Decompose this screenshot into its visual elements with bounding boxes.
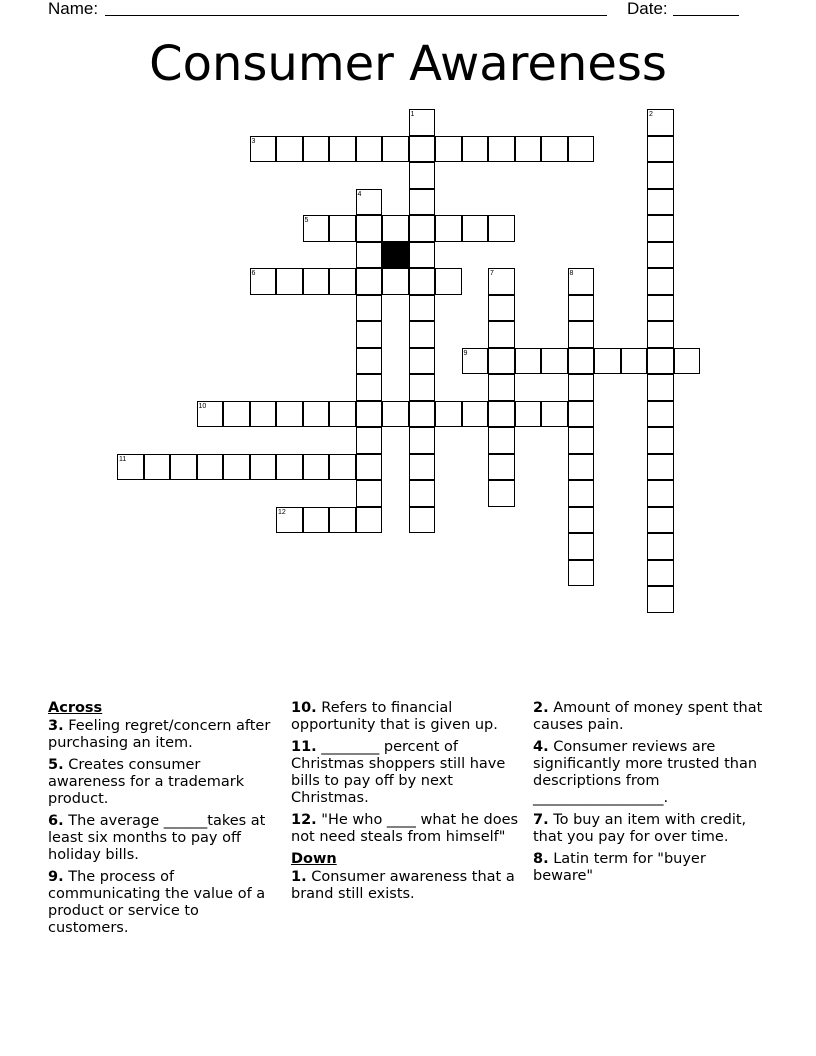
crossword-cell[interactable] (541, 136, 568, 163)
crossword-cell[interactable] (568, 374, 595, 401)
crossword-cell[interactable] (462, 401, 489, 428)
clue-number: 6. (48, 813, 64, 829)
clue-across-9 (48, 869, 280, 937)
crossword-cell[interactable] (409, 480, 436, 507)
clue-text: Amount of money spent that causes pain. (533, 700, 763, 733)
clue-text: The average ______takes at least six months to pay off holiday bills. (48, 813, 266, 863)
crossword-cell[interactable] (409, 321, 436, 348)
clue-across-3 (48, 718, 280, 752)
clue-across-11 (291, 739, 523, 807)
crossword-cell[interactable] (488, 401, 515, 428)
clue-text: ________ percent of Christmas shoppers still have bills to pay off by next Christmas. (291, 739, 506, 806)
crossword-cell[interactable] (356, 242, 383, 269)
clue-across-6 (48, 813, 280, 864)
crossword-cell[interactable] (356, 427, 383, 454)
crossword-cell[interactable] (356, 454, 383, 481)
clue-number: 12. (291, 812, 317, 828)
crossword-cell[interactable] (356, 348, 383, 375)
crossword-cell[interactable] (356, 374, 383, 401)
crossword-clue-number: 1 (410, 111, 415, 118)
crossword-cell[interactable] (647, 268, 674, 295)
crossword-cell[interactable] (409, 268, 436, 295)
crossword-cell[interactable] (568, 560, 595, 587)
clue-down-7 (533, 812, 765, 846)
crossword-cell[interactable] (356, 321, 383, 348)
crossword-cell[interactable] (488, 348, 515, 375)
crossword-cell[interactable] (568, 480, 595, 507)
crossword-cell[interactable] (303, 507, 330, 534)
clue-across-12 (291, 812, 523, 846)
crossword-cell[interactable] (409, 242, 436, 269)
clue-column-3 (533, 700, 765, 890)
clue-text: To buy an item with credit, that you pay for over time. (533, 812, 747, 845)
crossword-cell[interactable] (303, 401, 330, 428)
crossword-cell[interactable] (409, 401, 436, 428)
crossword-cell[interactable] (409, 162, 436, 189)
clue-text: Refers to financial opportunity that is given up. (291, 700, 498, 733)
crossword-cell[interactable] (541, 401, 568, 428)
crossword-cell[interactable] (356, 480, 383, 507)
clue-number: 11. (291, 739, 317, 755)
crossword-cell[interactable] (409, 507, 436, 534)
crossword-cell[interactable] (223, 401, 250, 428)
crossword-clue-number: 6 (251, 270, 256, 277)
crossword-black-cell (382, 242, 409, 269)
crossword-cell[interactable] (462, 215, 489, 242)
crossword-clue-number: 9 (463, 349, 468, 357)
clue-number: 8. (533, 851, 549, 867)
crossword-cell[interactable] (329, 136, 356, 163)
crossword-cell[interactable] (647, 321, 674, 348)
clue-text: Consumer awareness that a brand still exists. (291, 869, 515, 902)
crossword-cell[interactable] (647, 295, 674, 322)
crossword-cell[interactable] (329, 268, 356, 295)
crossword-cell[interactable] (223, 454, 250, 481)
crossword-cell[interactable] (621, 348, 648, 375)
clue-down-4 (533, 739, 765, 807)
crossword-cell[interactable] (409, 348, 436, 375)
crossword-cell[interactable] (568, 321, 595, 348)
clue-text: Consumer reviews are significantly more trusted than descriptions from __________________. (533, 739, 758, 806)
crossword-cell[interactable] (647, 242, 674, 269)
crossword-cell[interactable] (647, 401, 674, 428)
clue-column-1 (48, 700, 280, 942)
crossword-clue-number: 11 (119, 455, 127, 463)
down-heading: Down (291, 851, 337, 867)
crossword-cell[interactable] (568, 507, 595, 534)
crossword-cell[interactable] (647, 374, 674, 401)
crossword-cell[interactable] (382, 268, 409, 295)
crossword-cell[interactable] (647, 533, 674, 560)
date-label: Date: (627, 0, 668, 18)
crossword-cell[interactable] (594, 348, 621, 375)
crossword-clue-number: 2 (649, 111, 653, 118)
crossword-cell[interactable] (568, 295, 595, 322)
crossword-cell[interactable] (488, 480, 515, 507)
crossword-cell[interactable] (409, 189, 436, 216)
crossword-cell[interactable] (356, 268, 383, 295)
crossword-cell[interactable] (515, 136, 542, 163)
crossword-cell[interactable] (647, 348, 674, 375)
crossword-cell[interactable] (382, 215, 409, 242)
clue-text: The process of communicating the value of a product or service to customers. (48, 869, 266, 936)
crossword-cell[interactable] (515, 401, 542, 428)
crossword-cell[interactable] (568, 401, 595, 428)
crossword-cell[interactable] (197, 454, 224, 481)
crossword-cell[interactable] (568, 533, 595, 560)
crossword-cell[interactable] (303, 454, 330, 481)
crossword-cell[interactable] (250, 401, 277, 428)
crossword-cell[interactable] (276, 268, 303, 295)
crossword-cell[interactable] (647, 136, 674, 163)
crossword-cell[interactable] (647, 454, 674, 481)
crossword-cell[interactable] (488, 321, 515, 348)
clue-number: 5. (48, 757, 64, 773)
crossword-clue-number: 3 (251, 137, 256, 145)
crossword-cell[interactable] (170, 454, 197, 481)
clue-across-5 (48, 757, 280, 808)
crossword-cell[interactable] (356, 136, 383, 163)
crossword-cell[interactable] (356, 295, 383, 322)
clue-text: Creates consumer awareness for a trademark product. (48, 757, 245, 807)
crossword-cell[interactable] (568, 454, 595, 481)
crossword-cell[interactable] (647, 162, 674, 189)
crossword-cell[interactable] (303, 136, 330, 163)
crossword-cell[interactable] (488, 295, 515, 322)
crossword-cell[interactable] (435, 268, 462, 295)
crossword-cell[interactable] (462, 136, 489, 163)
page-title: Consumer Awareness (149, 36, 667, 92)
crossword-cell[interactable] (568, 427, 595, 454)
crossword-cell[interactable] (409, 215, 436, 242)
crossword-cell[interactable] (568, 348, 595, 375)
crossword-cell[interactable] (488, 454, 515, 481)
crossword-cell[interactable] (409, 427, 436, 454)
clue-text: Feeling regret/concern after purchasing an item. (48, 718, 271, 751)
crossword-cell[interactable] (488, 427, 515, 454)
clue-down-2 (533, 700, 765, 734)
crossword-clue-number: 7 (490, 270, 494, 277)
crossword-cell[interactable] (409, 295, 436, 322)
crossword-cell[interactable] (250, 454, 277, 481)
crossword-cell[interactable] (568, 136, 595, 163)
crossword-cell[interactable] (488, 215, 515, 242)
crossword-cell[interactable] (329, 401, 356, 428)
crossword-cell[interactable] (647, 560, 674, 587)
clue-column-2 (291, 700, 523, 908)
crossword-cell[interactable] (647, 189, 674, 216)
crossword-cell[interactable] (647, 480, 674, 507)
crossword-cell[interactable] (144, 454, 171, 481)
crossword-cell[interactable] (647, 215, 674, 242)
crossword-clue-number: 12 (278, 508, 286, 516)
clue-text: Latin term for "buyer beware" (533, 851, 706, 884)
clue-text: "He who ____ what he does not need steals from himself" (291, 812, 519, 845)
clue-number: 1. (291, 869, 307, 885)
crossword-clue-number: 8 (569, 270, 574, 277)
crossword-cell[interactable] (382, 401, 409, 428)
crossword-cell[interactable] (382, 136, 409, 163)
crossword-clue-number: 5 (304, 217, 309, 224)
clue-number: 4. (533, 739, 549, 755)
clue-number: 3. (48, 718, 64, 734)
clue-across-10 (291, 700, 523, 734)
crossword-cell[interactable] (409, 136, 436, 163)
crossword-cell[interactable] (435, 215, 462, 242)
clue-number: 7. (533, 812, 549, 828)
crossword-clue-number: 4 (357, 190, 362, 198)
crossword-cell[interactable] (356, 507, 383, 534)
name-label: Name: (48, 0, 99, 18)
clue-down-1 (291, 869, 523, 903)
clue-number: 2. (533, 700, 549, 716)
crossword-clue-number: 10 (198, 402, 207, 410)
crossword-cell[interactable] (647, 507, 674, 534)
clue-down-8 (533, 851, 765, 885)
crossword-cell[interactable] (435, 136, 462, 163)
crossword-cell[interactable] (488, 374, 515, 401)
crossword-cell[interactable] (674, 348, 701, 375)
crossword-cell[interactable] (515, 348, 542, 375)
crossword-cell[interactable] (329, 507, 356, 534)
crossword-cell[interactable] (329, 215, 356, 242)
crossword-cell[interactable] (409, 454, 436, 481)
crossword-cell[interactable] (276, 454, 303, 481)
clue-number: 10. (291, 700, 317, 716)
crossword-cell[interactable] (329, 454, 356, 481)
crossword-cell[interactable] (647, 586, 674, 613)
crossword-cell[interactable] (303, 268, 330, 295)
crossword-cell[interactable] (276, 136, 303, 163)
crossword-cell[interactable] (488, 136, 515, 163)
crossword-cell[interactable] (435, 401, 462, 428)
crossword-cell[interactable] (356, 401, 383, 428)
crossword-cell[interactable] (409, 374, 436, 401)
clue-number: 9. (48, 869, 64, 885)
across-heading: Across (48, 700, 103, 716)
crossword-cell[interactable] (356, 215, 383, 242)
crossword-cell[interactable] (541, 348, 568, 375)
crossword-cell[interactable] (647, 427, 674, 454)
crossword-cell[interactable] (276, 401, 303, 428)
